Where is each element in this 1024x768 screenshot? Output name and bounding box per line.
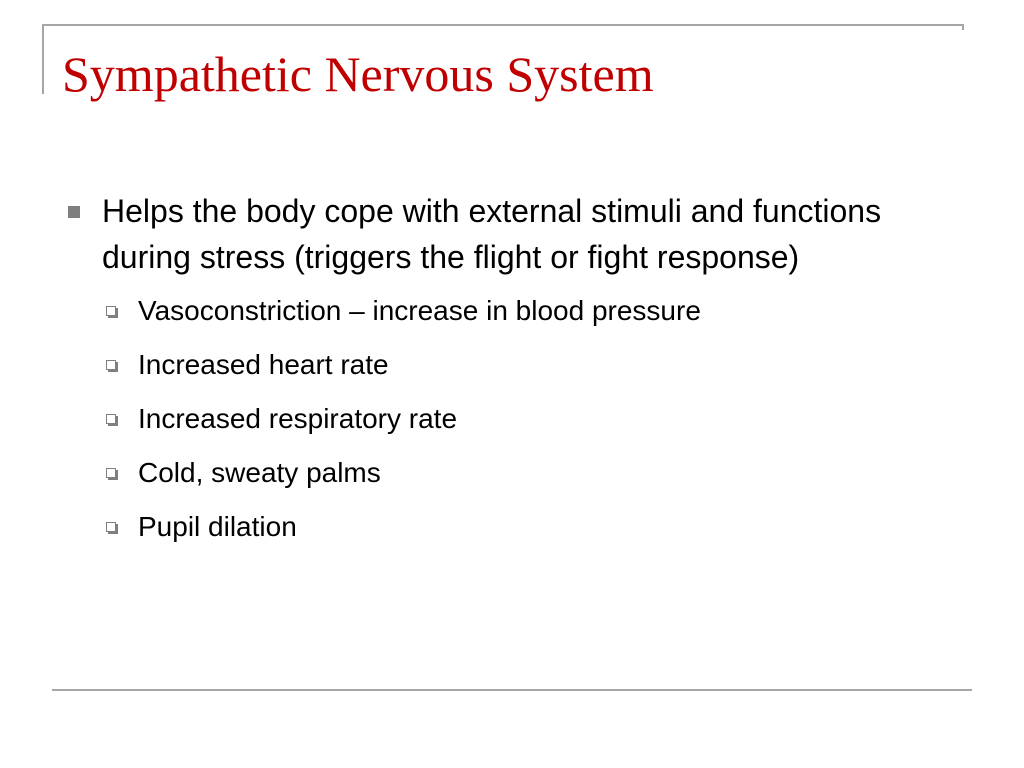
slide-title: Sympathetic Nervous System: [62, 46, 654, 102]
sub-bullet-item: [64, 446, 974, 500]
hollow-square-bullet-icon: [106, 360, 116, 370]
sub-bullet-text: Increased heart rate: [138, 349, 389, 380]
sub-bullet-text: Pupil dilation: [138, 511, 297, 542]
frame-left-line: [42, 24, 44, 94]
sub-bullet-text: Increased respiratory rate: [138, 403, 458, 434]
frame-right-tick: [962, 24, 964, 30]
main-bullet: [64, 188, 974, 280]
sub-bullet-item: [64, 500, 974, 554]
hollow-square-bullet-icon: [106, 306, 116, 316]
main-bullet-text: Helps the body cope with external stimuli and functions during stress (triggers the flight or fight response): [102, 193, 882, 275]
hollow-square-bullet-icon: [106, 414, 116, 424]
footer-divider: [52, 689, 972, 691]
sub-bullet-item: [64, 338, 974, 392]
sub-bullet-text: Vasoconstriction – increase in blood pressure: [138, 295, 701, 326]
sub-bullet-item: [64, 284, 974, 338]
slide-content: [64, 188, 974, 554]
sub-bullet-text: Cold, sweaty palms: [138, 457, 381, 488]
hollow-square-bullet-icon: [106, 468, 116, 478]
sub-bullet-item: [64, 392, 974, 446]
square-bullet-icon: [68, 206, 80, 218]
sub-bullet-list: [64, 284, 974, 554]
frame-top-line: [42, 24, 964, 26]
hollow-square-bullet-icon: [106, 522, 116, 532]
